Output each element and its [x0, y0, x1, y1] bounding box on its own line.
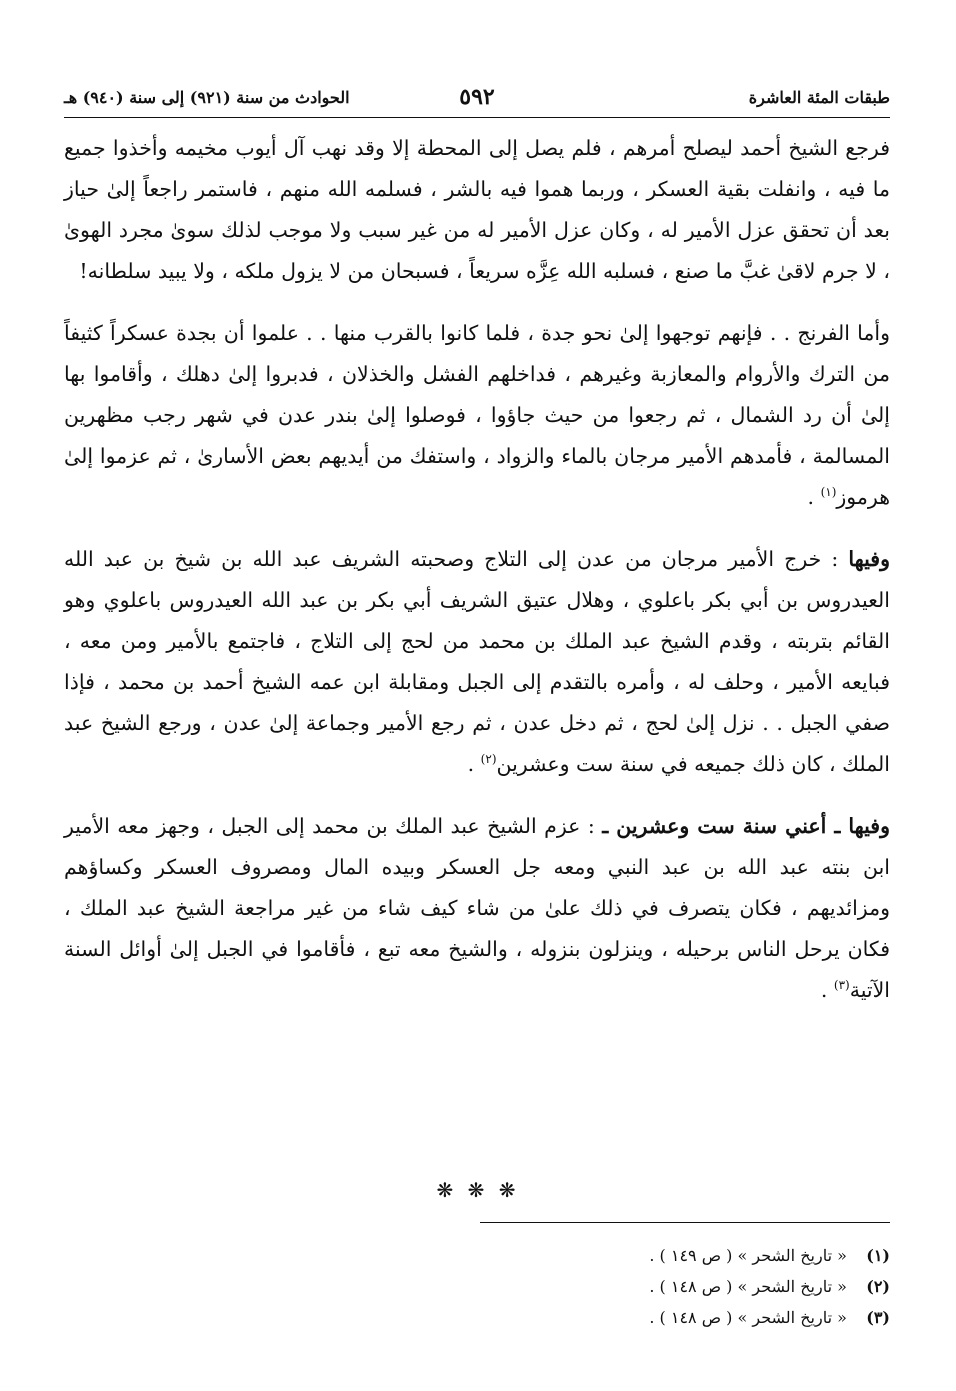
footnote-text: « تاريخ الشحر » ( ص ١٤٨ ) .: [649, 1277, 847, 1296]
paragraph-text: وأما الفرنج . . فإنهم توجهوا إلىٰ نحو جدة ، فلما كانوا بالقرب منها . . علموا أن بجدة عسكراً كثيفاً من الترك والأروام والمعازبة وغيرهم ، فداخلهم الفشل والخذلان ، فدبروا إلىٰ دهلك ، وأقاموا بها إلىٰ أن رد الشمال ، ثم رجعوا من حيث جاؤوا ، فوصلوا إلىٰ بندر عدن في شهر رجب مظهرين المسالمة ، فأمدهم الأمير مرجان بالماء والزواد ، واستفك من أيديهم بعض الأسارىٰ ، ثم عزموا إلىٰ هرموز: [64, 321, 890, 509]
footnote-divider: [480, 1222, 890, 1223]
paragraph-2: [64, 313, 890, 518]
footnote-text: « تاريخ الشحر » ( ص ١٤٩ ) .: [649, 1246, 847, 1265]
footnote-2: [460, 1271, 890, 1302]
footnote-text: « تاريخ الشحر » ( ص ١٤٨ ) .: [649, 1308, 847, 1327]
footnote-3: [460, 1302, 890, 1333]
paragraph-lead: وفيها ـ أعني سنة ست وعشرين ـ: [602, 814, 890, 838]
section-title: الحوادث من سنة (٩٢١) إلى سنة (٩٤٠) هـ: [64, 88, 350, 107]
footnote-number: (٢): [866, 1277, 890, 1296]
paragraph-lead: وفيها: [848, 547, 890, 571]
footnotes: [460, 1240, 890, 1333]
paragraph-end: .: [820, 978, 834, 1002]
book-title: طبقات المئة العاشرة: [748, 88, 890, 107]
header-divider: [64, 117, 890, 118]
running-header: [64, 84, 890, 114]
paragraph-text: : عزم الشيخ عبد الملك بن محمد إلى الجبل ، وجهز معه الأمير ابن بنته عبد الله بن عبد النبي ومعه جل العسكر وبيده المال ومصروف العسكر وكساؤهم ومزائديهم ، فكان يتصرف في ذلك علىٰ من شاء كيف شاء من غير مراجعة الشيخ عبد الملك ، فكان يرحل الناس برحيله ، وينزلون بنزوله ، والشيخ معه تبع ، فأقاموا في الجبل إلىٰ أوائل السنة الآتية: [64, 814, 890, 1002]
footnote-ref: (٢): [480, 752, 497, 767]
main-text: [64, 128, 890, 1032]
paragraph-end: .: [467, 752, 481, 776]
paragraph-text: : خرج الأمير مرجان من عدن إلى التلاج وصحبته الشريف عبد الله بن شيخ بن عبد الله العيدروس بن أبي بكر باعلوي ، وهلال عتيق الشريف أبي بكر بن عبد الله العيدروس باعلوي وهو القائم بتربته ، وقدم الشيخ عبد الملك بن محمد من لحج إلى التلاج ، فاجتمع بالأمير ومن معه ، فبايعه الأمير ، وحلف له ، وأمره بالتقدم إلى الجبل ومقابلة ابن عمه الشيخ أحمد بن محمد ، فإذا صفي الجبل . . نزل إلىٰ لحج ، ثم دخل عدن ، ثم رجع الأمير وجماعة إلىٰ عدن ، ورجع الشيخ عبد الملك ، كان ذلك جميعه في سنة ست وعشرين: [64, 547, 890, 776]
paragraph-3: [64, 539, 890, 785]
footnote-1: [460, 1240, 890, 1271]
paragraph-text: فرجع الشيخ أحمد ليصلح أمرهم ، فلم يصل إلى المحطة إلا وقد نهب آل أيوب مخيمه وأخذوا جميع ما فيه ، وانفلت بقية العسكر ، وربما هموا فيه بالشر ، فسلمه الله منهم ، فاستمر راجعاً إلىٰ حياز بعد أن تحقق عزل الأمير له ، وكان عزل الأمير له من غير سبب ولا موجب لذلك سوىٰ مجرد الهوىٰ ، لا جرم لاقىٰ غبَّ ما صنع ، فسلبه الله عِزَّه سريعاً ، فسبحان من لا يزول ملكه ، ولا يبيد سلطانه!: [64, 136, 890, 283]
paragraph-end: .: [807, 485, 821, 509]
footnote-number: (٣): [866, 1308, 890, 1327]
footnote-number: (١): [866, 1246, 890, 1265]
section-separator: ❋ ❋ ❋: [436, 1178, 520, 1202]
page-number: ٥٩٢: [459, 84, 495, 110]
footnote-ref: (٣): [833, 978, 850, 993]
paragraph-1: [64, 128, 890, 292]
footnote-ref: (١): [820, 485, 837, 500]
paragraph-4: [64, 806, 890, 1011]
